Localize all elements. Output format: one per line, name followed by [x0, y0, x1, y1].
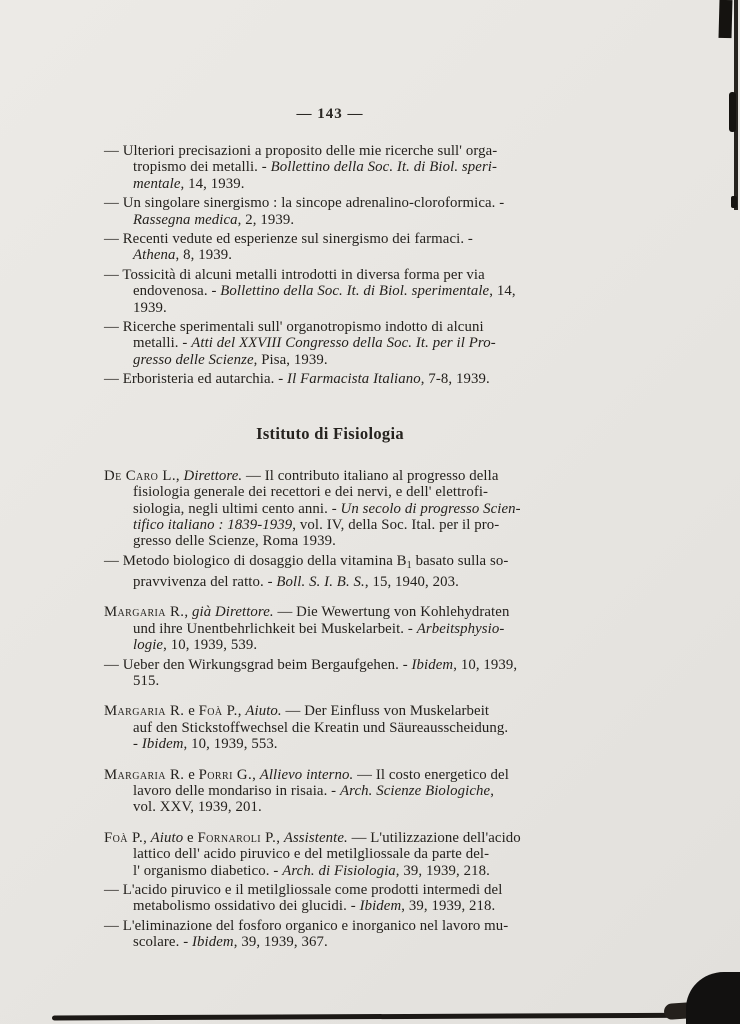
entry-line: [104, 300, 556, 316]
entry-line: [104, 657, 556, 673]
text-run: metalli. -: [133, 335, 192, 352]
text-run: ,: [184, 604, 192, 621]
text-run: logie: [133, 637, 164, 654]
text-run: — Tossicità di alcuni metalli introdotti in diversa forma per via: [104, 266, 485, 283]
text-run: scolare. -: [133, 934, 193, 951]
scan-artifact-bottom-right-blob: [686, 972, 740, 1024]
text-run: — Il contributo italiano al progresso della: [242, 467, 499, 484]
text-run: — Erboristeria ed autarchia. -: [104, 371, 288, 388]
entry-line: [104, 247, 556, 263]
text-run: Porri G.: [198, 766, 253, 783]
entry-line: [104, 621, 556, 637]
text-run: Foà P.: [104, 829, 144, 846]
text-run: — Ricerche sperimentali sull' organotropismo indotto di alcuni: [104, 319, 484, 336]
bibliography-entry: [104, 657, 556, 690]
bibliography-entry: [104, 918, 556, 951]
text-run: e: [184, 703, 199, 720]
text-run: — Ulteriori precisazioni a proposito delle mie ricerche sull' orga-: [104, 143, 498, 159]
text-run: Boll. S. I. B. S.: [276, 573, 365, 590]
text-run: fisiologia generale dei recettori e dei nervi, e dell' elettrofi-: [133, 484, 489, 501]
text-run: Bollettino della Soc. It. di Biol. speri-: [270, 159, 498, 176]
text-run: Atti del XXVIII Congresso della Soc. It. per il Pro-: [191, 335, 496, 352]
page-content: [104, 106, 556, 951]
bibliography-entry: [104, 371, 556, 387]
entry-line: [104, 159, 556, 175]
text-run: Il Farmacista Italiano: [287, 371, 421, 388]
entry-line: [104, 673, 556, 689]
text-run: gresso delle Scienze, Roma 1939.: [133, 533, 336, 550]
text-run: 515.: [133, 672, 160, 689]
text-run: ,: [237, 703, 246, 720]
text-run: Ibidem: [359, 898, 402, 915]
text-run: già Direttore.: [192, 604, 274, 621]
entry-line: [104, 212, 556, 228]
entry-line: [104, 143, 556, 159]
bibliography-entry: [104, 267, 556, 316]
text-run: Aiuto.: [245, 703, 282, 720]
entry-line: [104, 703, 556, 719]
scan-artifact-right-edge-tick: [731, 196, 737, 208]
text-run: ,: [143, 829, 151, 846]
entry-line: [104, 371, 556, 387]
entry-line: [104, 846, 556, 862]
bibliography-entry: [104, 231, 556, 264]
text-run: , 14,: [489, 283, 516, 300]
text-run: siologia, negli ultimi cento anni. -: [133, 500, 341, 517]
text-run: Athena: [133, 247, 176, 264]
text-run: , 8, 1939.: [175, 247, 233, 264]
text-run: Ibidem: [192, 934, 234, 951]
text-run: metabolismo ossidativo dei glucidi. -: [133, 898, 360, 915]
text-run: Allievo interno.: [259, 766, 354, 783]
entry-line: [104, 501, 556, 517]
text-run: ,: [252, 766, 260, 783]
scan-artifact-top-right-bar: [719, 0, 733, 38]
text-run: 1939.: [133, 299, 167, 316]
entry-line: [104, 898, 556, 914]
text-run: e: [183, 829, 198, 846]
text-run: — Metodo biologico di dosaggio della vitamina B: [104, 552, 407, 569]
entry-line: [104, 767, 556, 783]
entry-line: [104, 533, 556, 549]
text-run: Assistente.: [283, 829, 348, 846]
text-run: Margaria R.: [104, 604, 185, 621]
entry-line: [104, 231, 556, 247]
text-run: , 15, 1940, 203.: [364, 573, 459, 590]
text-run: lattico dell' acido piruvico e del metilgliossale da parte del-: [133, 846, 490, 863]
text-run: , 39, 1939, 218.: [395, 862, 490, 879]
text-run: Margaria R.: [104, 766, 185, 783]
text-run: — L'eliminazione del fosforo organico e inorganico nel lavoro mu-: [104, 917, 509, 934]
entry-line: [104, 283, 556, 299]
bibliography-entry: [104, 553, 556, 591]
bibliography-entry: [104, 143, 556, 192]
entry-line: [104, 720, 556, 736]
text-run: — Die Wewertung von Kohlehydraten: [273, 604, 510, 621]
scan-artifact-bottom-edge-line: [52, 1012, 740, 1020]
text-run: -: [133, 736, 142, 753]
text-run: — Recenti vedute ed esperienze sul sinergismo dei farmaci. -: [104, 231, 473, 248]
text-run: endovenosa. -: [133, 283, 221, 300]
text-run: Ibidem: [411, 656, 454, 673]
page-number: — 143 —: [296, 106, 364, 122]
bibliography-entry: [104, 195, 556, 228]
entry-line: [104, 319, 556, 335]
text-run: ,: [276, 829, 284, 846]
text-run: Ibidem: [141, 736, 184, 753]
entry-line: [104, 799, 556, 815]
text-run: Aiuto: [150, 829, 184, 846]
text-run: Fornaroli P.: [197, 829, 277, 846]
text-run: — L'acido piruvico e il metilgliossale come prodotti intermedi del: [104, 882, 503, 899]
bibliography-entry: [104, 830, 556, 879]
text-run: , vol. IV, della Soc. Ital. per il pro-: [292, 516, 500, 533]
text-run: , 39, 1939, 367.: [233, 934, 328, 951]
text-run: , 10, 1939,: [453, 656, 518, 673]
text-run: Rassegna medica: [133, 211, 238, 228]
entry-line: [104, 517, 556, 533]
text-run: pravvivenza del ratto. -: [133, 573, 277, 590]
text-run: Bollettino della Soc. It. di Biol. sperimentale: [220, 283, 490, 300]
text-run: e: [184, 766, 199, 783]
bibliography-entry: [104, 767, 556, 816]
bibliography-entry: [104, 703, 556, 752]
text-run: tropismo dei metalli. -: [133, 159, 271, 176]
bibliography-entry: [104, 882, 556, 915]
entry-line: [104, 553, 556, 574]
text-run: — Ueber den Wirkungsgrad beim Bergaufgehen. -: [104, 656, 412, 673]
section-1: [104, 424, 556, 951]
text-run: — Il costo energetico del: [353, 766, 509, 783]
text-run: ,: [175, 467, 184, 484]
entry-line: [104, 882, 556, 898]
text-run: tifico italiano : 1839-1939: [133, 516, 293, 533]
text-run: , 10, 1939, 539.: [163, 637, 258, 654]
entry-line: [104, 352, 556, 368]
entry-line: [104, 637, 556, 653]
entry-line: [104, 574, 556, 590]
text-run: Direttore.: [183, 467, 243, 484]
section-heading: Istituto di Fisiologia: [256, 423, 404, 443]
text-run: , 39, 1939, 218.: [401, 898, 496, 915]
text-run: , 2, 1939.: [237, 211, 295, 228]
entry-line: [104, 918, 556, 934]
bibliography-entry: [104, 319, 556, 368]
bibliography-entry: [104, 468, 556, 550]
entry-line: [104, 484, 556, 500]
text-run: Arch. di Fisiologia: [282, 862, 396, 879]
text-run: und ihre Unentbehrlichkeit bei Muskelarbeit. -: [133, 620, 417, 637]
entry-line: [104, 736, 556, 752]
text-run: vol. XXV, 1939, 201.: [133, 799, 262, 816]
text-run: basato sulla so-: [411, 552, 509, 569]
text-run: , Pisa, 1939.: [253, 351, 328, 368]
text-run: Arbeitsphysio-: [416, 620, 505, 637]
entry-line: [104, 468, 556, 484]
text-run: Margaria R.: [104, 703, 185, 720]
text-run: Foà P.: [198, 703, 238, 720]
section-0: [104, 143, 556, 388]
text-run: — L'utilizzazione dell'acido: [347, 829, 521, 846]
text-run: — Un singolare sinergismo : la sincope adrenalino-cloroformica. -: [104, 195, 505, 212]
text-run: gresso delle Scienze: [133, 351, 254, 368]
text-run: lavoro delle mondariso in risaia. -: [133, 783, 340, 799]
entry-line: [104, 863, 556, 879]
text-run: mentale: [133, 175, 181, 192]
text-run: , 10, 1939, 553.: [183, 736, 278, 753]
entry-line: [104, 267, 556, 283]
bibliography-entry: [104, 604, 556, 653]
text-run: Un secolo di progresso Scien-: [340, 500, 521, 517]
text-run: De Caro L.: [104, 467, 176, 484]
text-run: — Der Einfluss von Muskelarbeit: [281, 703, 490, 720]
text-run: Arch. Scienze Biologiche: [340, 783, 491, 799]
text-run: l' organismo diabetico. -: [133, 862, 283, 879]
text-run: , 14, 1939.: [180, 175, 245, 192]
scan-artifact-right-edge-blob: [729, 92, 736, 132]
entry-line: [104, 335, 556, 351]
text-run: ,: [490, 783, 494, 799]
entry-line: [104, 176, 556, 192]
bibliography: [104, 143, 556, 951]
text-run: auf den Stickstoffwechsel die Kreatin und Säureausscheidung.: [133, 719, 509, 736]
entry-line: [104, 604, 556, 620]
entry-line: [104, 934, 556, 950]
text-run: , 7-8, 1939.: [420, 371, 490, 388]
entry-line: [104, 195, 556, 211]
entry-line: [104, 783, 556, 799]
text-run: 1: [406, 559, 412, 571]
entry-line: [104, 830, 556, 846]
